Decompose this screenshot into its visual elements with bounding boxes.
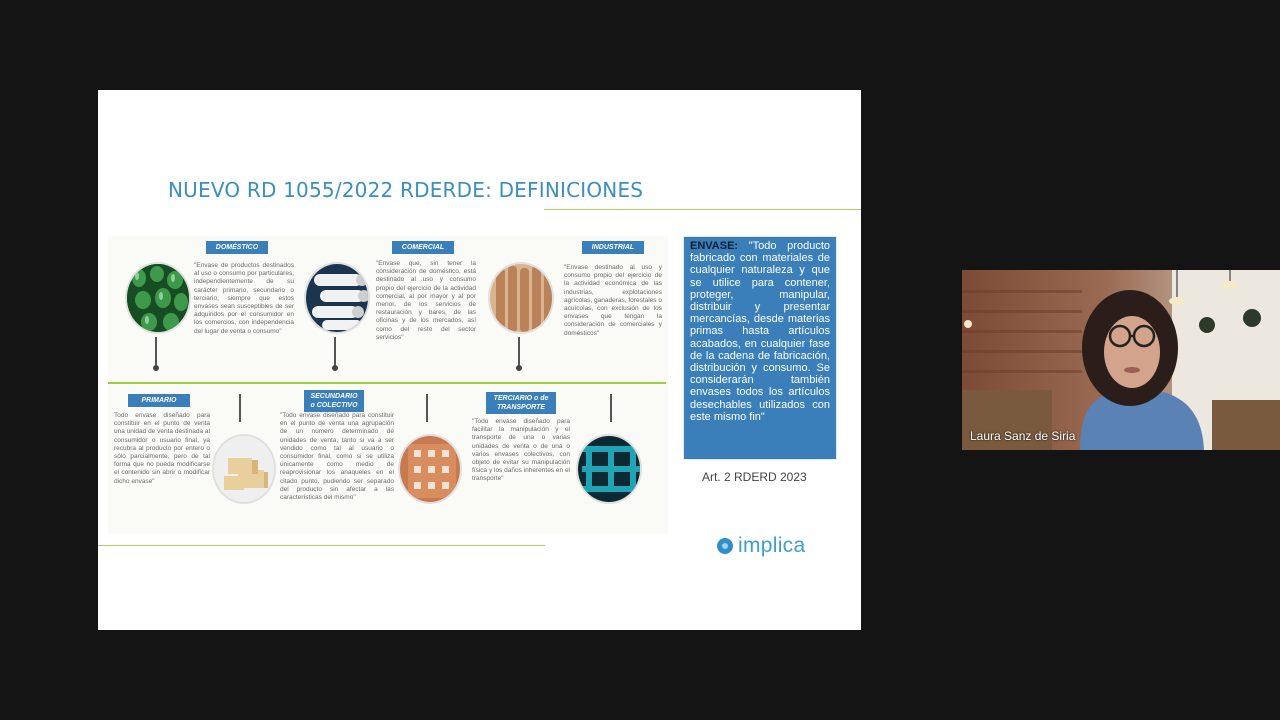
connector [426,394,428,422]
desc-secundario: "Todo envase diseñado para constituir en el punto de venta una agrupación de un número determinado de unidades de venta, tanto si va a ser vendido como tal al usuario o consumidor final, como si se utiliza únicamente como medio de reaprovisionar los anaqueles en el citado punto, pudiendo ser separado del producto sin afectar a las características del mismo" [280,412,394,502]
article-reference: Art. 2 RDERD 2023 [702,470,807,484]
presentation-slide [98,90,861,630]
tag-primario: PRIMARIO [128,394,190,407]
connector [334,337,336,367]
desc-comercial: "Envase que, sin tener la consideración de doméstico, está destinado al uso y consumo propio del ejercicio de la actividad comercial, al por mayor y al por menor, de los servicios de restauración y bares, de las oficinas y de los mercados, así como del resto del sector servicios" [376,260,476,341]
title-underline [544,209,861,210]
packaging-infographic [108,236,668,534]
connector-dot [153,365,159,371]
speaker-name: Laura Sanz de Siria [970,429,1076,443]
connector-dot [516,365,522,371]
boxes-image [212,434,276,504]
envase-definition [683,236,837,460]
connector [518,337,520,367]
definition-label: ENVASE: [690,240,739,252]
definition-text: "Todo producto fabricado con materiales de cualquier naturaleza y que se utilice para contener, proteger, manipular, distribuir y presentar mercancías, desde materias primas hasta artículos acabados, en cualquier fase de la cadena de fabricación, distribución y consumo. Se considerarán también envases todos los artículos desechables utilizados con este mismo fin" [690,240,830,423]
participant-video[interactable] [962,270,1280,450]
logo-text: implica [738,534,806,557]
video-feed [962,270,1280,450]
tubes-image [488,262,554,334]
slide-title: NUEVO RD 1055/2022 RDERDE: DEFINICIONES [168,178,644,202]
desc-primario: Todo envase diseñado para constituir en el punto de venta una unidad de venta destinada al consumidor o usuario final, ya recubra al producto por entero o sólo parcialmente, pero de tal forma que no pueda modificarse el contenido sin abrir o modificar dicho envase" [114,412,210,485]
tag-terciario: TERCIARIO o de TRANSPORTE [486,392,556,414]
pallet-image [576,434,642,504]
desc-terciario: "Todo envase diseñado para facilitar la manipulación y el transporte de una o varias unidades de venta o de una o varios envases colectivos, con objeto de evitar su manipulación física y los daños inherentes en el transporte" [472,418,570,483]
connector [610,394,612,422]
paper-rolls-image [304,262,370,334]
tag-secundario: SECUNDARIO o COLECTIVO [304,390,364,412]
desc-industrial: "Envase destinado al uso y consumo propio del ejercicio de la actividad económica de las industrias, explotaciones agrícolas, ganaderas, forestales o acuícolas, con exclusión de los envases que tengan la consideración de comerciales y domésticos" [564,264,662,337]
connector [155,337,157,367]
row-divider [108,382,666,384]
implica-logo [716,534,805,558]
connector-dot [332,365,338,371]
tag-industrial: INDUSTRIAL [582,241,644,254]
tag-comercial: COMERCIAL [392,241,454,254]
bottles-image [125,262,191,334]
bottom-line [98,545,545,546]
connector [239,394,241,422]
desc-domestico: "Envase de productos destinados al uso o consumo por particulares, independientemente de su carácter primario, secundario o terciario, siempre que estos envases sean susceptibles de ser adquiridos por el consumidor en los comercios, con independencia del lugar de venta o consumo" [194,262,294,335]
logo-icon [716,537,734,555]
cardboard-box-image [398,434,462,504]
tag-domestico: DOMÉSTICO [206,241,268,254]
